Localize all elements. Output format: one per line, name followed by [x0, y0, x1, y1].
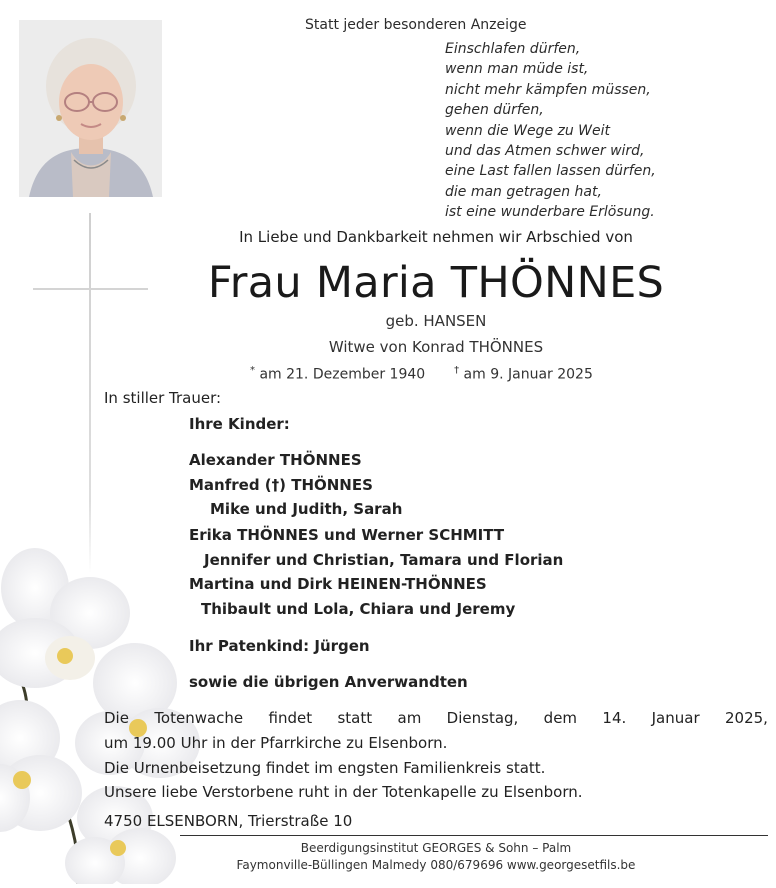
wake-word: am — [397, 709, 422, 727]
wake-word: dem — [543, 709, 578, 727]
poem-line: ist eine wunderbare Erlösung. — [445, 204, 655, 221]
family-line: Alexander THÖNNES — [189, 451, 362, 469]
children-heading: Ihre Kinder: — [189, 415, 290, 433]
wake-word: Januar — [651, 709, 700, 727]
family-line: Mike und Judith, Sarah — [210, 500, 403, 518]
portrait-illustration — [19, 20, 162, 197]
poem-line: und das Atmen schwer wird, — [445, 143, 645, 160]
life-dates — [250, 365, 593, 383]
family-line: Thibault und Lola, Chiara und Jeremy — [201, 600, 516, 618]
widow-line: Witwe von Konrad THÖNNES — [328, 338, 544, 356]
wake-line — [104, 709, 768, 727]
wake-time-line: um 19.00 Uhr in der Pfarrkirche zu Elsenborn. — [104, 734, 448, 752]
portrait-photo — [19, 20, 162, 197]
wake-word: findet — [268, 709, 313, 727]
wake-word: Totenwache — [154, 709, 244, 727]
deceased-name: Frau Maria THÖNNES — [207, 258, 665, 308]
poem-line: eine Last fallen lassen dürfen, — [445, 163, 656, 180]
poem-line: wenn man müde ist, — [445, 61, 589, 78]
poem-line: die man getragen hat, — [445, 183, 602, 200]
wake-word: Dienstag, — [446, 709, 519, 727]
wake-word: 2025, — [724, 709, 768, 727]
poem-line: wenn die Wege zu Weit — [445, 122, 611, 139]
maiden-name: geb. HANSEN — [385, 312, 487, 330]
urn-line: Die Urnenbeisetzung findet im engsten Familienkreis statt. — [104, 759, 546, 777]
poem-line: gehen dürfen, — [445, 102, 544, 119]
death-symbol: † — [454, 365, 460, 376]
birth-date: am 21. Dezember 1940 — [259, 366, 426, 383]
family-line: Erika THÖNNES und Werner SCHMITT — [189, 526, 505, 544]
death-date: am 9. Januar 2025 — [463, 366, 593, 383]
footer-divider — [180, 835, 768, 836]
mourning-heading: In stiller Trauer: — [104, 389, 222, 407]
godchild-line: Ihr Patenkind: Jürgen — [189, 637, 370, 655]
wake-word: 14. — [602, 709, 627, 727]
wake-word: statt — [337, 709, 373, 727]
poem — [445, 39, 656, 223]
wake-word: Die — [104, 709, 129, 727]
family-line: Martina und Dirk HEINEN-THÖNNES — [189, 575, 487, 593]
family-line: Manfred (†) THÖNNES — [189, 476, 373, 494]
footer-contact: Faymonville-Büllingen Malmedy 080/679696 www.georgesetfils.be — [236, 858, 636, 872]
relatives-line: sowie die übrigen Anverwandten — [189, 673, 468, 691]
intro-text: Statt jeder besonderen Anzeige — [305, 17, 527, 33]
family-line: Jennifer und Christian, Tamara und Florian — [204, 551, 564, 569]
birth-symbol: * — [250, 365, 255, 376]
chapel-line: Unsere liebe Verstorbene ruht in der Totenkapelle zu Elsenborn. — [104, 783, 583, 801]
footer-company: Beerdigungsinstitut GEORGES & Sohn – Palm — [300, 841, 572, 855]
address-line: 4750 ELSENBORN, Trierstraße 10 — [104, 812, 353, 830]
farewell-line: In Liebe und Dankbarkeit nehmen wir Arbschied von — [239, 228, 633, 246]
poem-line: Einschlafen dürfen, — [445, 41, 581, 57]
poem-line: nicht mehr kämpfen müssen, — [445, 81, 651, 98]
